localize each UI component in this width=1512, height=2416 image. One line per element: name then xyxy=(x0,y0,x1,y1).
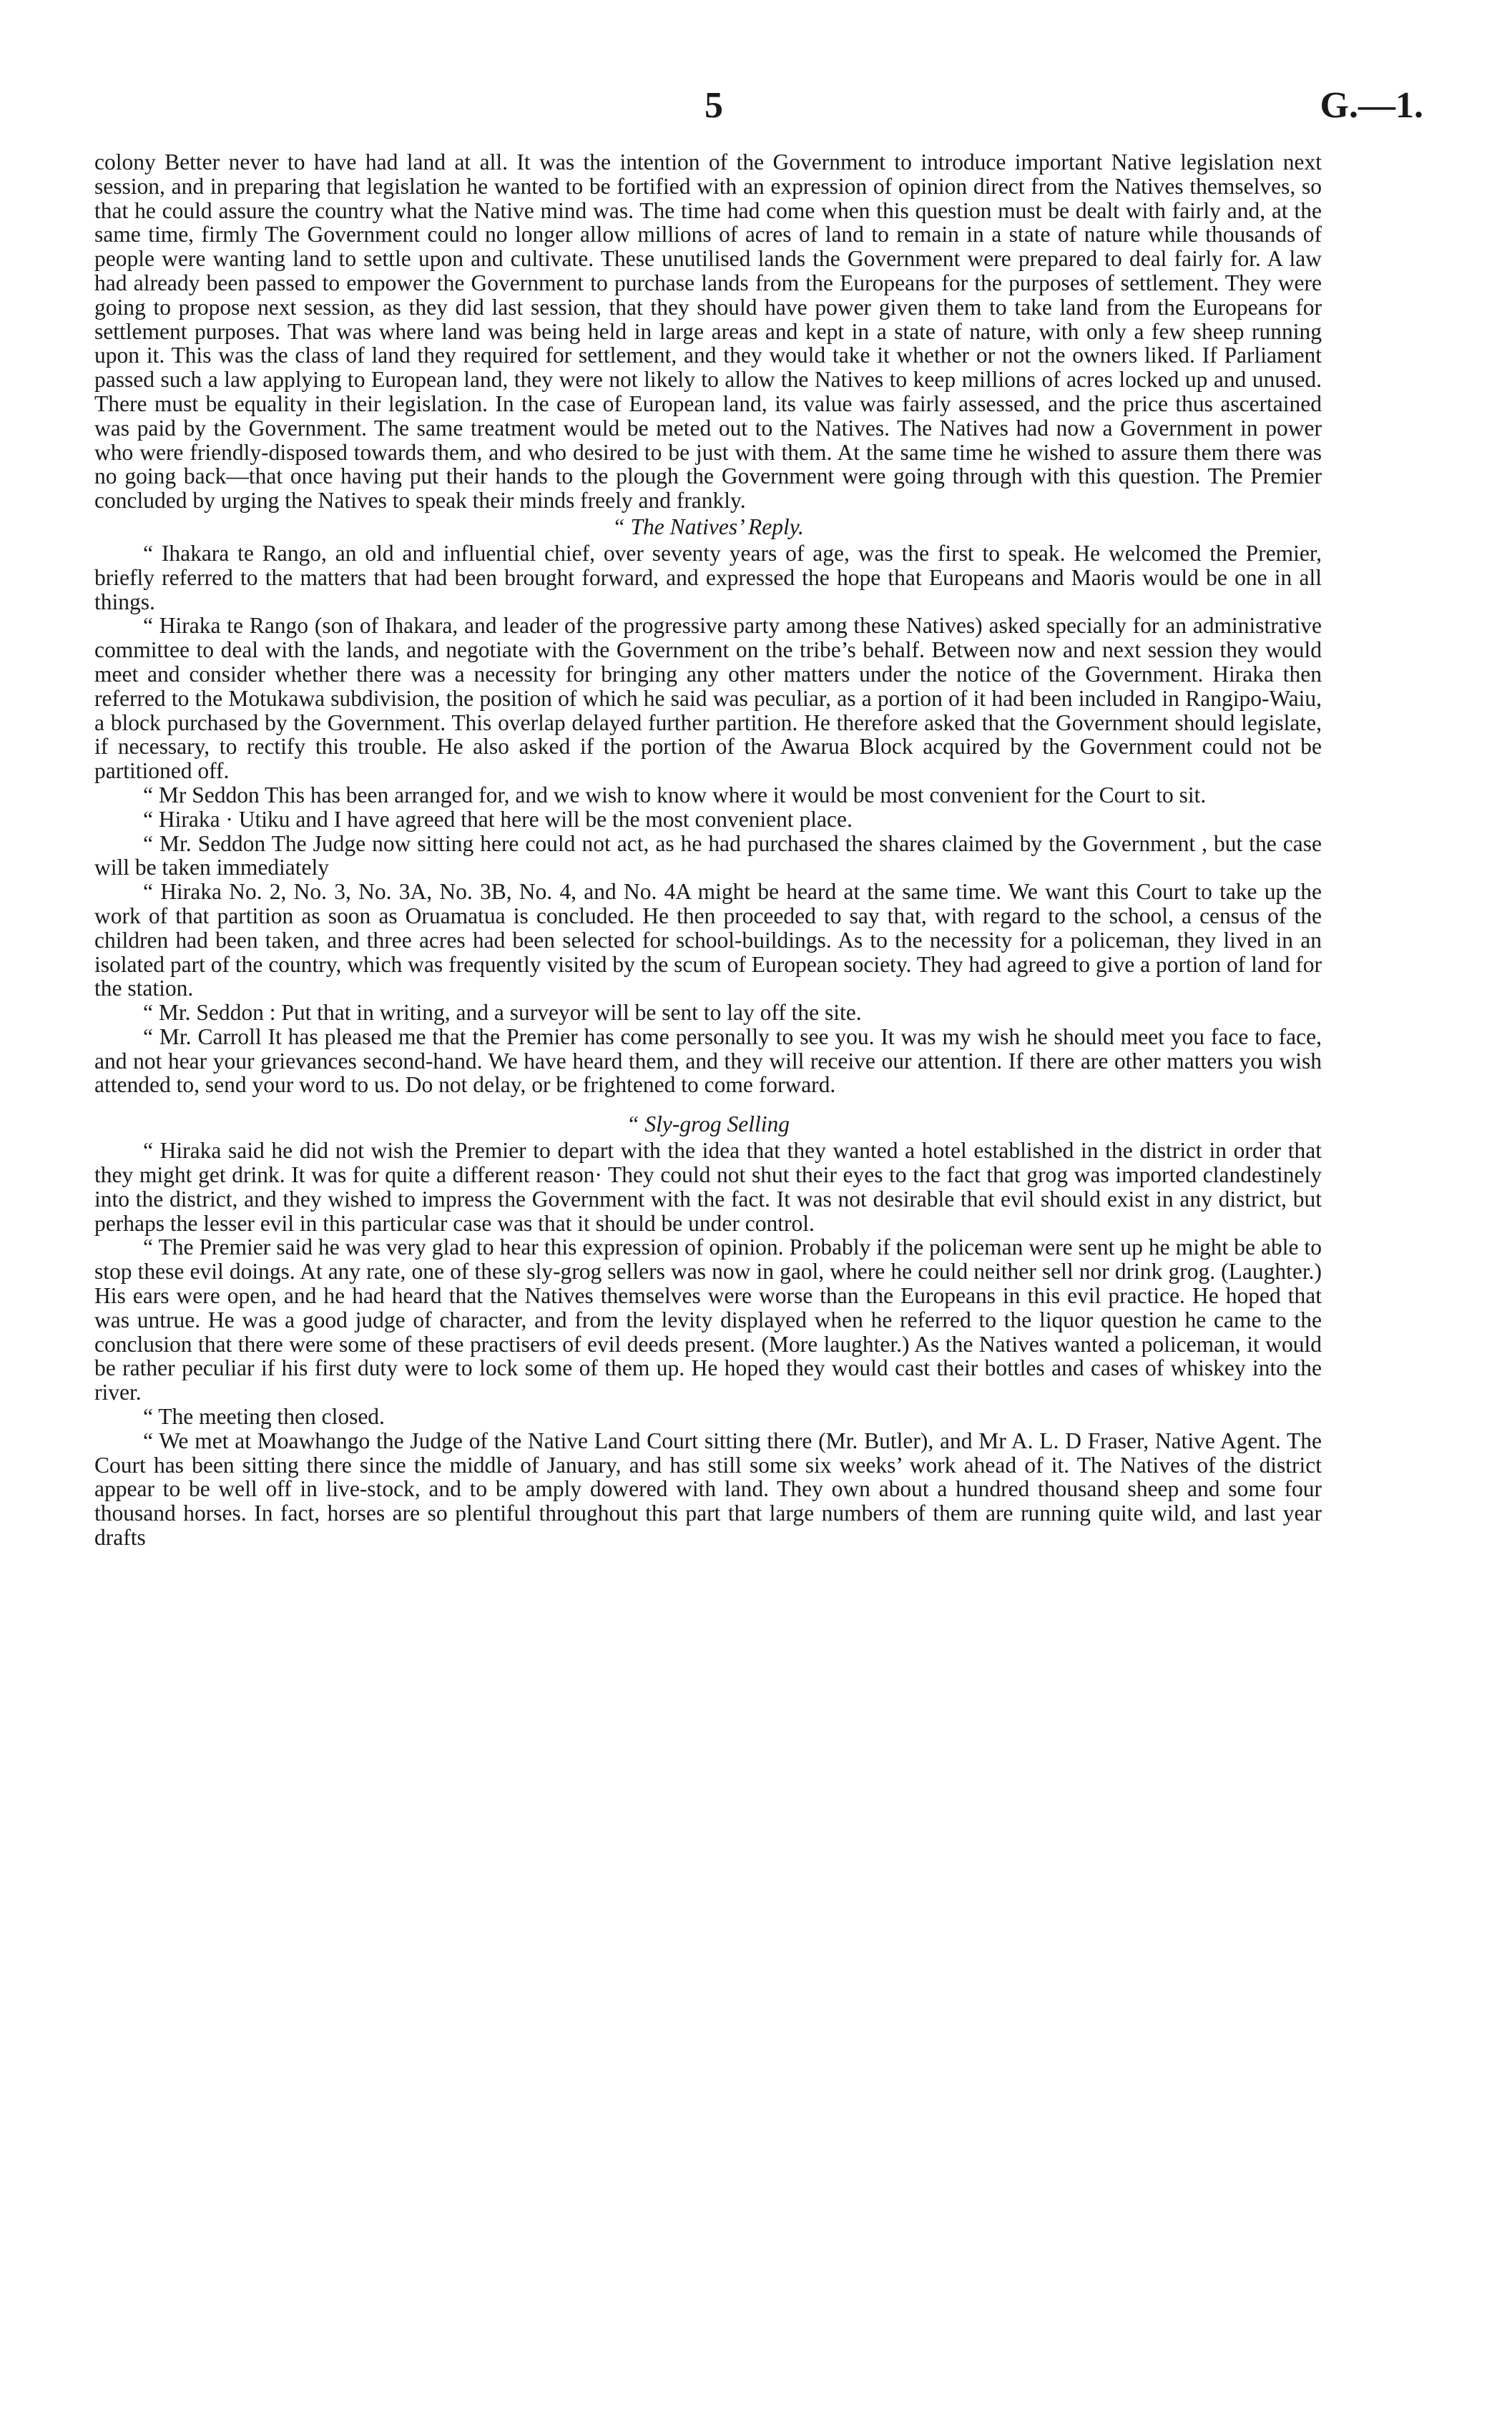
paragraph: “ Hiraka te Rango (son of Ihakara, and leader of the progressive party among these Natives) asked specially for an administrative committee to deal with the lands, and negotiate with the Government on the tribe’s behalf. Between now and next session they would meet and consider whether there was a necessity for bringing any other matters under the notice of the Government. Hiraka then referred to the Motukawa subdivision, the position of which he said was peculiar, as a portion of it had been included in Rangipo-Waiu, a block purchased by the Government. This overlap delayed further partition. He therefore asked that the Government should legislate, if necessary, to rectify this trouble. He also asked if the portion of the Awarua Block acquired by the Government could not be partitioned off. xyxy=(94,613,1322,784)
paragraph: colony Better never to have had land at all. It was the intention of the Government to introduce important Native legislation next session, and in preparing that legislation he wanted to be fortified with an expression of opinion direct from the Natives themselves, so that he could assure the country what the Native mind was. The time had come when this question must be dealt with fairly and, at the same time, firmly The Government could no longer allow millions of acres of land to remain in a state of nature while thousands of people were wanting land to settle upon and cultivate. These unutilised lands the Government were prepared to deal fairly for. A law had already been passed to empower the Government to purchase lands from the Europeans for the purposes of settlement. They were going to propose next session, as they did last session, that they should have power given them to take land from the Europeans for settlement purposes. That was where land was being held in large areas and kept in a state of nature, with only a few sheep running upon it. This was the class of land they required for settlement, and they would take it whether or not the owners liked. If Parliament passed such a law applying to European land, they were not likely to allow the Natives to keep millions of acres locked up and unused. There must be equality in their legislation. In the case of European land, its value was fairly assessed, and the price thus ascertained was paid by the Government. The same treatment would be meted out to the Natives. The Natives had now a Government in power who were friendly-disposed towards them, and who desired to be just with them. At the same time he wished to assure them there was no going back—that once having put their hands to the plough the Government were going through with this question. The Premier concluded by urging the Natives to speak their minds freely and frankly. xyxy=(94,149,1322,514)
section-heading-natives-reply: “ The Natives’ Reply. xyxy=(612,514,804,539)
page-number: 5 xyxy=(705,85,723,126)
paragraph: “ Mr. Seddon The Judge now sitting here could not act, as he had purchased the shares claimed by the Government , but the case will be taken immediately xyxy=(94,830,1322,880)
paragraph: “ Mr. Carroll It has pleased me that the Premier has come personally to see you. It was my wish he should meet you face to face, and not hear your grievances second-hand. We have heard them, and they will receive our attention. If there are other matters you wish attended to, send your word to us. Do not delay, or be frightened to come forward. xyxy=(94,1023,1322,1098)
paragraph: “ The meeting then closed. xyxy=(143,1404,385,1430)
paragraph: “ The Premier said he was very glad to hear this expression of opinion. Probably if the policeman were sent up he might be able to stop these evil doings. At any rate, one of these sly-grog sellers was now in gaol, where he could neither sell nor drink grog. (Laughter.) His ears were open, and he had heard that the Natives themselves were worse than the Europeans in this evil practice. He hoped that was untrue. He was a good judge of character, and from the levity displayed when he referred to the liquor question he came to the conclusion that there were some of these practisers of evil deeds present. (More laughter.) As the Natives wanted a policeman, it would be rather peculiar if his first duty were to lock some of them up. He hoped they would cast their bottles and cases of whiskey into the river. xyxy=(94,1234,1322,1405)
paragraph: “ Hiraka · Utiku and I have agreed that here will be the most convenient place. xyxy=(143,806,853,832)
paragraph: “ We met at Moawhango the Judge of the Native Land Court sitting there (Mr. Butler), and Mr A. L. D Fraser, Native Agent. The Court has been sitting there since the middle of January, and has still some six weeks’ work ahead of it. The Natives of the district appear to be well off in live-stock, and to be amply dowered with land. They own about a hundred thousand sheep and some four thousand horses. In fact, horses are so plentiful throughout this part that large numbers of them are running quite wild, and last year drafts xyxy=(94,1428,1322,1551)
section-heading-sly-grog-selling: “ Sly-grog Selling xyxy=(626,1111,790,1137)
paragraph: “ Mr Seddon This has been arranged for, and we wish to know where it would be most convenient for the Court to sit. xyxy=(143,782,1207,807)
paragraph: “ Mr. Seddon : Put that in writing, and a surveyor will be sent to lay off the site. xyxy=(143,1000,862,1026)
paragraph: “ Hiraka said he did not wish the Premier to depart with the idea that they wanted a hotel established in the district in order that they might get drink. It was for quite a different reason· They could not shut their eyes to the fact that grog was imported clandestinely into the district, and they wished to impress the Government with the fact. It was not desirable that evil should exist in any district, but perhaps the lesser evil in this particular case was that it should be under control. xyxy=(94,1138,1322,1236)
body-text xyxy=(94,150,1322,1550)
paragraph: “ Hiraka No. 2, No. 3, No. 3A, No. 3B, No. 4, and No. 4A might be heard at the same time. We want this Court to take up the work of that partition as soon as Oruamatua is concluded. He then proceeded to say that, with regard to the school, a census of the children had been taken, and three acres had been selected for school-buildings. As to the necessity for a policeman, they lived in an isolated part of the country, which was frequently visited by the scum of European society. They had agreed to give a portion of land for the station. xyxy=(94,879,1322,1001)
document-reference: G.—1. xyxy=(1320,85,1423,126)
paragraph: “ Ihakara te Rango, an old and influential chief, over seventy years of age, was the first to speak. He welcomed the Premier, briefly referred to the matters that had been brought forward, and expressed the hope that Europeans and Maoris would be one in all things. xyxy=(94,540,1322,614)
